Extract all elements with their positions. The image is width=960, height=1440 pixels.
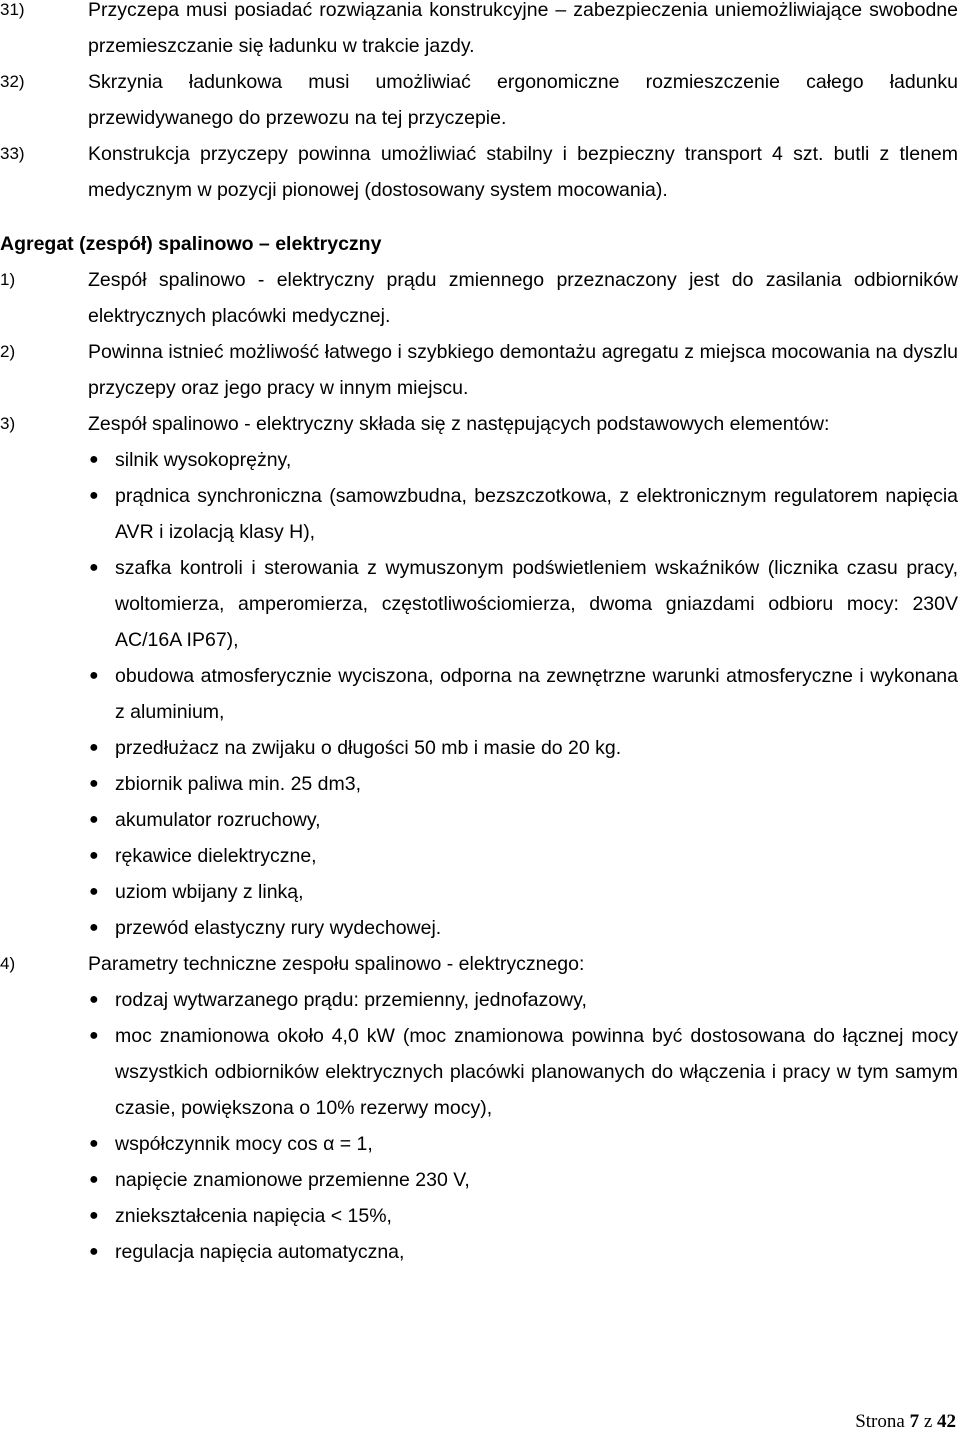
list-text: Powinna istnieć możliwość łatwego i szybkiego demontażu agregatu z miejsca mocowania na dyszlu przyczepy oraz jego pracy w innym miejscu.	[88, 341, 958, 399]
bullet-icon: ●	[89, 991, 99, 1008]
list-item-32	[0, 64, 960, 136]
list-item-33	[0, 136, 960, 208]
list-number: 4)	[0, 954, 16, 973]
bullet-text: akumulator rozruchowy,	[115, 809, 321, 831]
bullet-icon: ●	[89, 883, 99, 900]
section-heading: Agregat (zespół) spalinowo – elektryczny	[0, 233, 382, 255]
bullet-icon: ●	[89, 667, 99, 684]
bullet-item	[0, 730, 960, 766]
bullet-icon: ●	[89, 1135, 99, 1152]
list-number: 1)	[0, 270, 16, 289]
bullet-icon: ●	[89, 1171, 99, 1188]
list-text: Przyczepa musi posiadać rozwiązania konstrukcyjne – zabezpieczenia uniemożliwiające swobodne przemieszczanie się ładunku w trakcie jazdy.	[88, 0, 958, 57]
bullet-text: rękawice dielektryczne,	[115, 845, 317, 867]
bullet-text: zniekształcenia napięcia < 15%,	[115, 1205, 392, 1227]
bullet-icon: ●	[89, 1243, 99, 1260]
bullet-item	[0, 802, 960, 838]
bullet-text: obudowa atmosferycznie wyciszona, odporna na zewnętrzne warunki atmosferyczne i wykonana z aluminium,	[115, 665, 958, 723]
bullet-item	[0, 1198, 960, 1234]
bullet-icon: ●	[89, 811, 99, 828]
bullet-icon: ●	[89, 559, 99, 576]
bullet-icon: ●	[89, 1207, 99, 1224]
bullet-icon: ●	[89, 919, 99, 936]
bullet-text: współczynnik mocy cos α = 1,	[115, 1133, 373, 1155]
bullet-icon: ●	[89, 847, 99, 864]
page-footer	[855, 1410, 956, 1434]
list-text: Parametry techniczne zespołu spalinowo - elektrycznego:	[88, 953, 585, 975]
parameters-bullet-list	[0, 982, 960, 1270]
footer-separator: z	[923, 1411, 933, 1432]
components-bullet-list	[0, 442, 960, 946]
bullet-text: napięcie znamionowe przemienne 230 V,	[115, 1169, 470, 1191]
list-number: 32)	[0, 72, 25, 91]
bullet-text: uziom wbijany z linką,	[115, 881, 304, 903]
list-number: 3)	[0, 414, 16, 433]
list-number: 2)	[0, 342, 16, 361]
list-item-31	[0, 0, 960, 64]
list-number: 33)	[0, 144, 25, 163]
bullet-text: przewód elastyczny rury wydechowej.	[115, 917, 442, 939]
bullet-item	[0, 910, 960, 946]
bullet-text: regulacja napięcia automatyczna,	[115, 1241, 405, 1263]
bullet-item	[0, 874, 960, 910]
list-item-2	[0, 334, 960, 406]
bullet-item	[0, 766, 960, 802]
bullet-text: moc znamionowa około 4,0 kW (moc znamionowa powinna być dostosowana do łącznej mocy wszystkich odbiorników elektrycznych placówki planowanych do włączenia i pracy w tym samym czasie, powiększona o 10% rezerwy mocy),	[115, 1025, 958, 1119]
list-text: Skrzynia ładunkowa musi umożliwiać ergonomiczne rozmieszczenie całego ładunku przewidywanego do przewozu na tej przyczepie.	[88, 71, 958, 129]
bullet-item	[0, 1126, 960, 1162]
bullet-text: rodzaj wytwarzanego prądu: przemienny, jednofazowy,	[115, 989, 587, 1011]
list-item-3	[0, 406, 960, 442]
bullet-icon: ●	[89, 775, 99, 792]
bullet-item	[0, 1018, 960, 1126]
footer-prefix: Strona	[855, 1411, 905, 1432]
footer-page-total: 42	[937, 1411, 956, 1432]
list-number: 31)	[0, 0, 25, 19]
bullet-item	[0, 1234, 960, 1270]
list-item-4	[0, 946, 960, 982]
bullet-item	[0, 550, 960, 658]
bullet-item	[0, 478, 960, 550]
list-item-1	[0, 262, 960, 334]
bullet-item	[0, 982, 960, 1018]
footer-page-number: 7	[909, 1411, 920, 1432]
bullet-item	[0, 1162, 960, 1198]
bullet-item	[0, 442, 960, 478]
bullet-text: silnik wysokoprężny,	[115, 449, 292, 471]
bullet-text: zbiornik paliwa min. 25 dm3,	[115, 773, 362, 795]
bullet-text: przedłużacz na zwijaku o długości 50 mb i masie do 20 kg.	[115, 737, 622, 759]
bullet-icon: ●	[89, 739, 99, 756]
bullet-text: szafka kontroli i sterowania z wymuszonym podświetleniem wskaźników (licznika czasu pracy, woltomierza, amperomierza, częstotliwościomierza, dwoma gniazdami odbioru mocy: 230V AC/16A IP67),	[115, 557, 958, 651]
list-text: Zespół spalinowo - elektryczny składa się z następujących podstawowych elementów:	[88, 413, 830, 435]
bullet-icon: ●	[89, 487, 99, 504]
list-text: Konstrukcja przyczepy powinna umożliwiać stabilny i bezpieczny transport 4 szt. butli z tlenem medycznym w pozycji pionowej (dostosowany system mocowania).	[88, 143, 958, 201]
bullet-icon: ●	[89, 1027, 99, 1044]
bullet-text: prądnica synchroniczna (samowzbudna, bezszczotkowa, z elektronicznym regulatorem napięcia AVR i izolacją klasy H),	[115, 485, 958, 543]
list-text: Zespół spalinowo - elektryczny prądu zmiennego przeznaczony jest do zasilania odbiorników elektrycznych placówki medycznej.	[88, 269, 958, 327]
bullet-item	[0, 838, 960, 874]
bullet-icon: ●	[89, 451, 99, 468]
bullet-item	[0, 658, 960, 730]
